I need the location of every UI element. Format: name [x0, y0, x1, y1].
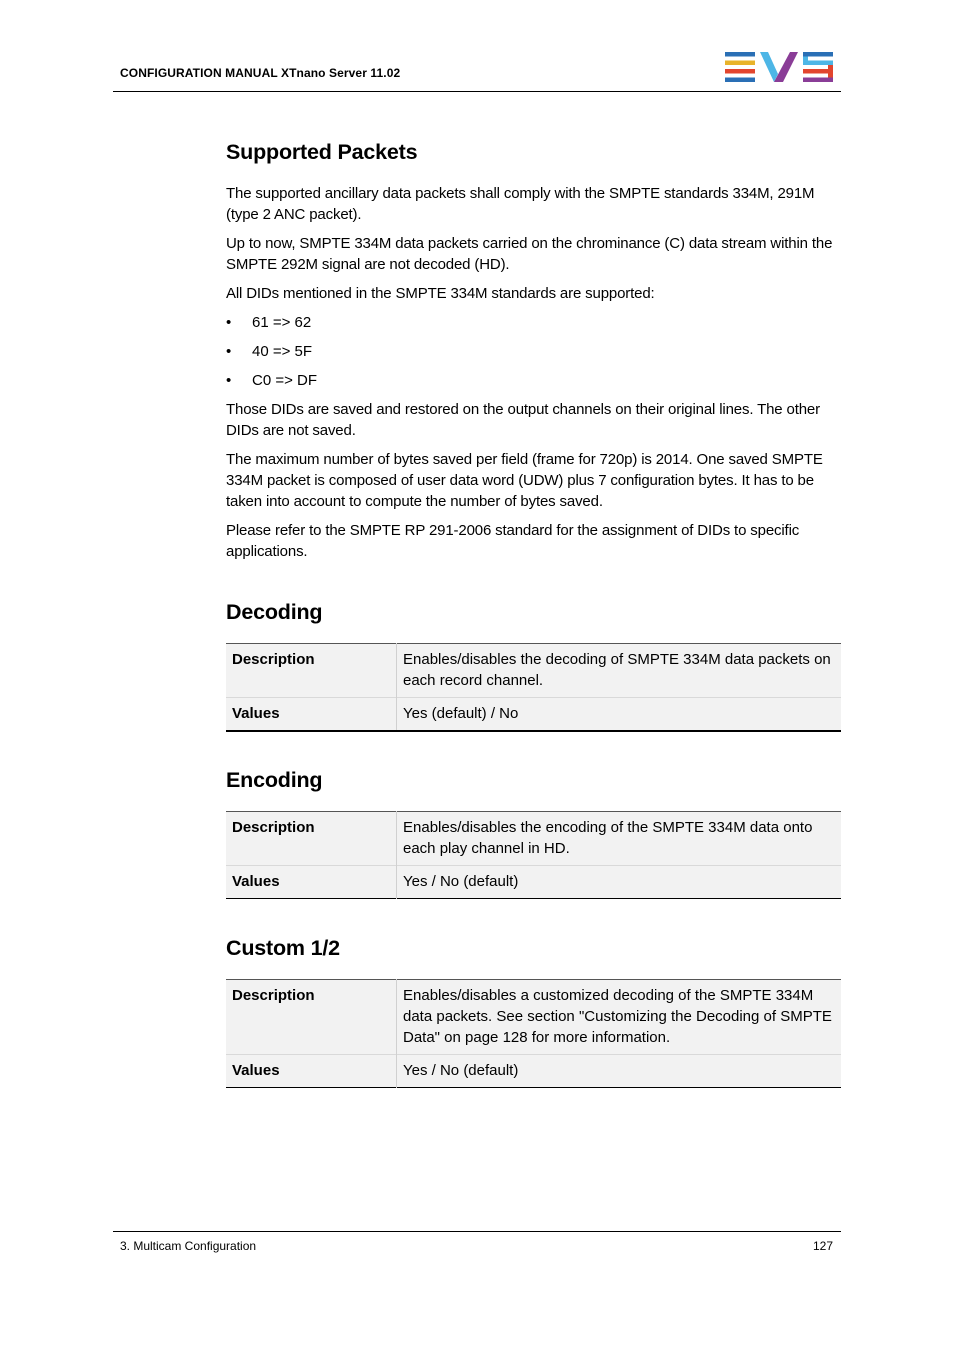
did-list	[226, 312, 841, 391]
decoding-heading: Decoding	[226, 600, 323, 624]
page-header	[113, 50, 841, 92]
table-key: Description	[226, 812, 397, 866]
list-item: • C0 => DF	[226, 372, 318, 389]
table-value: Enables/disables the encoding of the SMPTE 334M data onto each play channel in HD.	[397, 812, 842, 866]
page-number: 127	[812, 1239, 833, 1253]
table-value: Enables/disables the decoding of SMPTE 334M data packets on each record channel.	[397, 644, 842, 698]
paragraph: All DIDs mentioned in the SMPTE 334M standards are supported:	[226, 285, 655, 302]
page-footer	[113, 1231, 841, 1253]
table-row	[226, 644, 841, 698]
paragraph: Those DIDs are saved and restored on the output channels on their original lines. The other DIDs are not saved.	[226, 401, 820, 439]
list-item: • 40 => 5F	[226, 343, 313, 360]
table-value: Yes (default) / No	[397, 698, 842, 732]
table-row	[226, 1055, 841, 1088]
encoding-heading: Encoding	[226, 768, 323, 792]
table-row	[226, 866, 841, 899]
bullet-icon: •	[226, 343, 232, 360]
table-key: Description	[226, 980, 397, 1055]
table-value: Yes / No (default)	[397, 1055, 842, 1088]
paragraph: Up to now, SMPTE 334M data packets carried on the chrominance (C) data stream within the SMPTE 292M signal are not decoded (HD).	[226, 235, 833, 273]
table-row	[226, 812, 841, 866]
paragraph: Please refer to the SMPTE RP 291-2006 standard for the assignment of DIDs to specific applications.	[226, 522, 800, 560]
bullet-icon: •	[226, 314, 232, 331]
supported-packets-heading: Supported Packets	[226, 140, 418, 164]
footer-chapter: 3. Multicam Configuration	[120, 1239, 257, 1253]
decoding-table	[226, 643, 841, 732]
table-value: Yes / No (default)	[397, 866, 842, 899]
table-key: Description	[226, 644, 397, 698]
bullet-icon: •	[226, 372, 232, 389]
main-content	[226, 140, 841, 1088]
table-value: Enables/disables a customized decoding of the SMPTE 334M data packets. See section "Customizing the Decoding of SMPTE Data" on page 128 for more information.	[397, 980, 842, 1055]
custom-heading: Custom 1/2	[226, 936, 340, 960]
table-key: Values	[226, 1055, 397, 1088]
evs-logo	[725, 52, 835, 82]
list-item: • 61 => 62	[226, 314, 312, 331]
table-key: Values	[226, 866, 397, 899]
header-title: CONFIGURATION MANUAL XTnano Server 11.02	[120, 66, 401, 80]
encoding-table	[226, 811, 841, 899]
table-row	[226, 698, 841, 732]
paragraph: The supported ancillary data packets shall comply with the SMPTE standards 334M, 291M (type 2 ANC packet).	[226, 185, 815, 223]
paragraph: The maximum number of bytes saved per field (frame for 720p) is 2014. One saved SMPTE 334M packet is composed of user data word (UDW) plus 7 configuration bytes. It has to be taken into account to compute the number of bytes saved.	[226, 451, 823, 510]
table-row	[226, 980, 841, 1055]
custom-table	[226, 979, 841, 1088]
table-key: Values	[226, 698, 397, 732]
